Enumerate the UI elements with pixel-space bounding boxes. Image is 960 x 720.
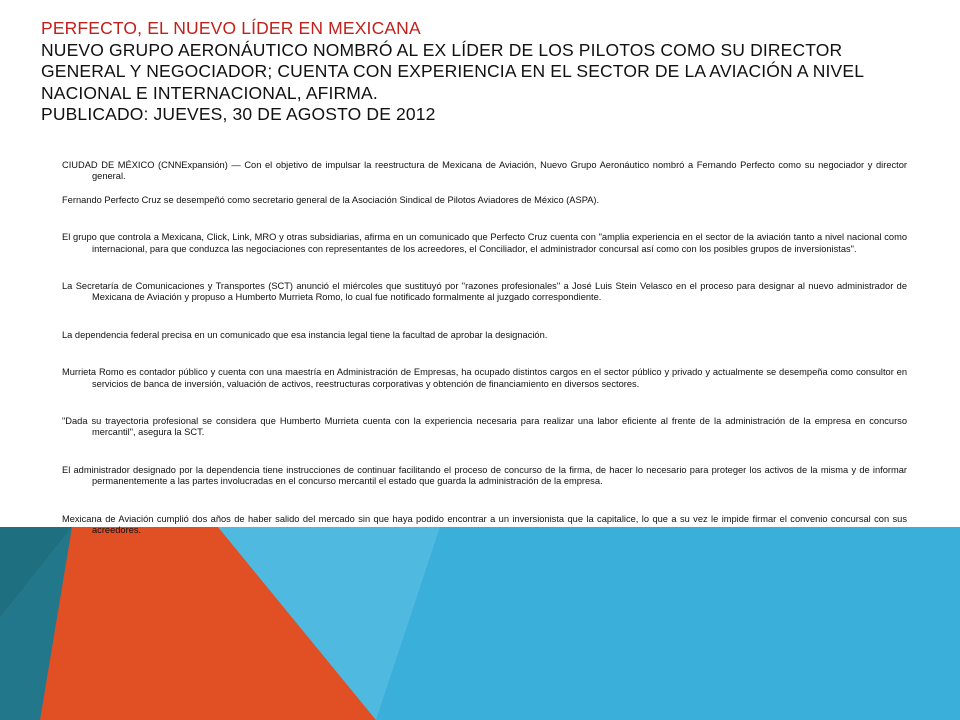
paragraph-2: Fernando Perfecto Cruz se desempeñó como secretario general de la Asociación Sindical de Pilotos Aviadores de México (ASPA). xyxy=(62,194,600,205)
paragraph-6: Murrieta Romo es contador público y cuenta con una maestría en Administración de Empresas, ha ocupado distintos cargos en el sector público y privado y actualmente se desempeña como consultor en servicios de banca de inversión, valuación de activos, reestructuras corporativas y obtención de financiamiento en diversos sectores. xyxy=(62,367,907,389)
publish-date: PUBLICADO: JUEVES, 30 DE AGOSTO DE 2012 xyxy=(41,104,436,124)
paragraph-8: El administrador designado por la dependencia tiene instrucciones de continuar facilitando el proceso de concurso de la firma, de hacer lo necesario para proteger los activos de la misma y de informar permanentemente a las partes involucradas en el concurso mercantil el estado que guarda la administración de la empresa. xyxy=(62,464,907,487)
paragraph-9: Mexicana de Aviación cumplió dos años de haber salido del mercado sin que haya podido encontrar a un inversionista que la capitalice, lo que a su vez le impide firmar el convenio concursal con sus acreedores. xyxy=(62,513,907,536)
article-body xyxy=(62,160,907,537)
slide-title xyxy=(41,18,921,126)
paragraph-5: La dependencia federal precisa en un comunicado que esa instancia legal tiene la facultad de aprobar la designación. xyxy=(62,329,548,340)
paragraph-7: "Dada su trayectoria profesional se considera que Humberto Murrieta cuenta con la experiencia necesaria para realizar una labor eficiente al frente de la administración de la empresa en concurso mercantil", asegura la SCT. xyxy=(62,416,907,438)
paragraph-3: El grupo que controla a Mexicana, Click, Link, MRO y otras subsidiarias, afirma en un comunicado que Perfecto Cruz cuenta con "amplia experiencia en el sector de la aviación tanto a nivel nacional como internacional, para que conduzca las negociaciones con representantes de los acreedores, el Conciliador, el administrador concursal así como con los posibles grupos de inversionistas". xyxy=(62,232,907,254)
paragraph-4: La Secretaría de Comunicaciones y Transportes (SCT) anunció el miércoles que sustituyó por "razones profesionales" a José Luis Stein Velasco en el proceso para designar al nuevo administrador de Mexicana de Aviación y propuso a Humberto Murrieta Romo, lo cual fue notificado formalmente al juzgado correspondiente. xyxy=(62,281,907,303)
headline: PERFECTO, EL NUEVO LÍDER EN MEXICANA xyxy=(41,18,421,38)
paragraph-1: CIUDAD DE MÉXICO (CNNExpansión) — Con el objetivo de impulsar la reestructura de Mexicana de Aviación, Nuevo Grupo Aeronáutico nombró a Fernando Perfecto como su negociador y director general. xyxy=(62,160,907,182)
subheadline: NUEVO GRUPO AERONÁUTICO NOMBRÓ AL EX LÍDER DE LOS PILOTOS COMO SU DIRECTOR GENERAL Y NEGOCIADOR; CUENTA CON EXPERIENCIA EN EL SECTOR DE LA AVIACIÓN A NIVEL NACIONAL E INTERNACIONAL, AFIRMA. xyxy=(41,39,864,103)
